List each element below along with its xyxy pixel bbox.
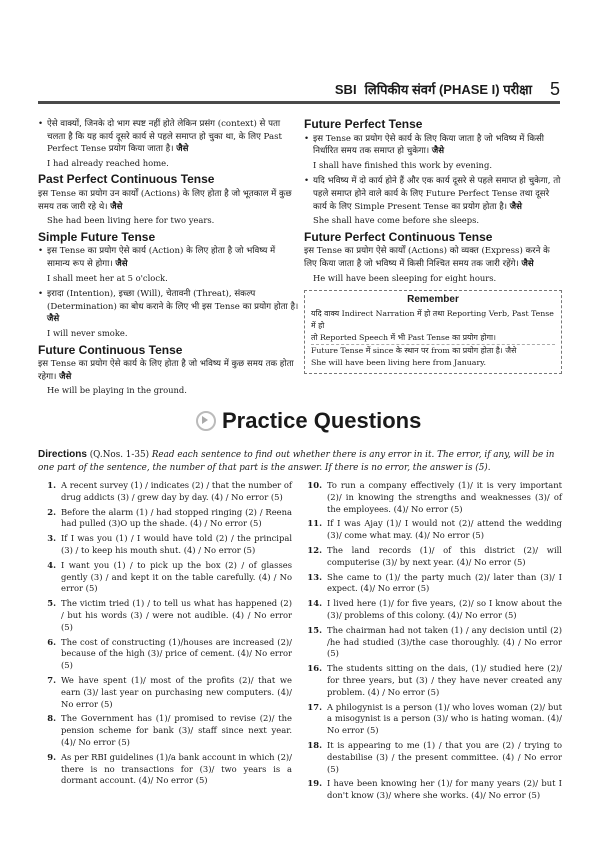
remember-line-1: यदि वाक्य Indirect Narration में हो तथा Reporting Verb, Past Tense में हो (311, 309, 554, 331)
question-number: 17. (307, 701, 322, 712)
header-rule (38, 101, 560, 104)
question-text: If I was Ajay (1)/ I would not (2)/ attend the wedding (3)/ come what may. (4)/ No error (5) (327, 518, 562, 541)
question-text: Before the alarm (1) / had stopped ringing (2) / Reena had pulled (3)O up the shade. (4) / No error (5) (61, 506, 292, 529)
header-series: SBI (334, 81, 357, 97)
question-number: 14. (307, 598, 322, 609)
fpct-text: इस Tense का प्रयोग ऐसे कार्यों (Actions) को व्यक्त (Express) करने के लिए किया जाता है जो भविष्य में किसी निश्चित समय तक जारी रहेंगे। जैसे (304, 246, 550, 269)
remember-line-2: तो Reported Speech में भी Past Tense का प्रयोग होगा। (311, 332, 555, 345)
fpt-example-2: She shall have come before she sleeps. (313, 215, 480, 226)
right-column (304, 118, 562, 374)
question-item (38, 598, 292, 633)
intro-example: I had already reached home. (47, 157, 169, 168)
question-number: 19. (307, 778, 322, 789)
question-item (38, 675, 292, 710)
question-number: 10. (307, 480, 322, 490)
ppct-text: इस Tense का प्रयोग उन कार्यों (Actions) के लिए होता है जो भूतकाल में कुछ समय तक जारी रहे थे। जैसे (38, 188, 292, 212)
question-text: I have been knowing her (1)/ for many years (2)/ but I don't know (3)/ where she works. (4)/ No error (5) (327, 778, 562, 801)
remember-box (304, 290, 562, 374)
question-text: I lived here (1)/ for five years, (2)/ so I know about the (3)/ problems of this colony. (4)/ No error (5) (327, 598, 562, 620)
fct-example: He will be playing in the ground. (47, 385, 187, 396)
directions (38, 448, 560, 475)
fpt-heading: Future Perfect Tense (304, 117, 423, 131)
ppct-heading: Past Perfect Continuous Tense (38, 172, 215, 187)
question-item (304, 545, 562, 569)
question-text: The Government has (1)/ promised to revise (2)/ the pension scheme for bank (3)/ staff since next year. (4)/ No error (5) (61, 713, 292, 747)
fpct-heading: Future Perfect Continuous Tense (304, 229, 493, 244)
fpt-example-1: I shall have finished this work by evening. (313, 159, 492, 170)
question-number: 7. (47, 674, 56, 685)
question-number: 3. (47, 533, 56, 544)
sft-heading: Simple Future Tense (38, 229, 156, 244)
question-text: I want you (1) / to pick up the box (2) / of glasses gently (3) / and kept it on the table carefully. (4) / No error (5) (61, 559, 292, 594)
sft-bullet-1: • इस Tense का प्रयोग ऐसे कार्य (Action) के लिए होता है जो भविष्य में सामान्य रूप से होगा। जैसे (38, 245, 300, 270)
questions-right (304, 480, 562, 805)
question-item (38, 637, 292, 672)
sft-bullet-2: • इरादा (Intention), इच्छा (Will), चेतावनी (Threat), संकल्प (Determination) का बोध कराने के लिए भी इस Tense का प्रयोग होता है। जैसे (38, 288, 300, 326)
question-number: 18. (307, 739, 322, 750)
question-item (304, 572, 562, 596)
question-number: 13. (307, 571, 322, 582)
question-number: 2. (47, 506, 56, 517)
question-item (304, 663, 562, 698)
intro-bullet: • ऐसे वाक्यों, जिनके दो भाग स्पष्ट नहीं होते लेकिन प्रसंग (context) से पता चलता है कि यह कार्य दूसरे कार्य से पहले समाप्त हो चुका था, के लिए Past Perfect Tense प्रयोग किया जाता है। जैसे (38, 118, 300, 156)
question-number: 4. (47, 559, 56, 570)
question-text: The victim tried (1) / to tell us what has happened (2) / but his words (3) / were not audible. (4) / No error (5) (61, 598, 292, 632)
question-item (304, 702, 562, 737)
question-text: The land records (1)/ of this district (2)/ will computerise (3)/ by next year. (4)/ No error (5) (327, 544, 562, 567)
question-text: The students sitting on the dais, (1)/ studied here (2)/ for three years, but (3) / they have never created any problem. (4) / No error (5) (327, 663, 562, 697)
page-number: 5 (549, 78, 560, 99)
fct-text: इस Tense का प्रयोग ऐसे कार्य के लिए होता है जो भविष्य में कुछ समय तक होता रहेगा। जैसे (38, 359, 294, 382)
question-text: The chairman had not taken (1) / any decision until (2) /he had studied (3)/the case thoroughly. (4) / No error (5) (327, 624, 562, 659)
remember-line-4: She will have been living here from January. (311, 358, 487, 368)
question-item (38, 480, 292, 504)
question-item (38, 713, 292, 748)
question-item (304, 480, 562, 515)
arrow-circle-icon (196, 411, 216, 431)
practice-title: Practice Questions (222, 408, 422, 433)
questions-left (38, 480, 292, 790)
directions-text: Read each sentence to find out whether there is any error in it. The error, if any, will be in one part of the sentence, the number of that part is the answer. If there is no error, the answer is (5). (38, 450, 555, 473)
question-text: As per RBI guidelines (1)/a bank account in which (2)/ there is no transactions for (3)/ two years is a dormant account. (4)/ No error (5) (61, 751, 292, 786)
remember-title: Remember (407, 294, 459, 306)
header-title: लिपिकीय संवर्ग (PHASE I) परीक्षा (364, 82, 532, 97)
remember-line-3: Future Tense में since के स्थान पर from का प्रयोग होता है। जैसे (311, 346, 517, 356)
question-number: 9. (47, 751, 56, 762)
question-item (304, 518, 562, 542)
question-text: We have spent (1)/ most of the profits (2)/ that we earn (3)/ last year on purchasing new computers. (4)/ No error (5) (61, 674, 292, 709)
question-number: 1. (47, 480, 56, 490)
ppct-example: She had been living here for two years. (47, 215, 215, 226)
question-text: A recent survey (1) / indicates (2) / that the number of drug addicts (3) / grew day by day. (4) / No error (5) (61, 480, 292, 502)
question-number: 5. (47, 598, 56, 609)
question-item (304, 778, 562, 802)
sft-example-1: I shall meet her at 5 o'clock. (47, 272, 168, 283)
question-number: 12. (307, 544, 322, 555)
practice-heading (196, 408, 421, 434)
question-item (304, 740, 562, 775)
question-number: 6. (47, 636, 56, 647)
fct-heading: Future Continuous Tense (38, 342, 183, 357)
question-text: To run a company effectively (1)/ it is very important (2)/ in knowing the strengths and weaknesses (3)/ of the employees. (4)/ No error (5) (327, 480, 562, 514)
left-column (38, 118, 300, 401)
question-text: A philogynist is a person (1)/ who loves woman (2)/ but a misogynist is a person (3)/ who is hating woman. (4)/ No error (5) (327, 701, 562, 736)
fpt-bullet-1: • इस Tense का प्रयोग ऐसे कार्य के लिए किया जाता है जो भविष्य में किसी निर्धारित समय तक समाप्त हो चुकेगा। जैसे (304, 133, 562, 158)
question-item (304, 598, 562, 622)
question-text: It is appearing to me (1) / that you are (2) / trying to destabilise (3) / the present committee. (4) / No error (5) (327, 739, 562, 774)
question-item (38, 507, 292, 531)
directions-label: Directions (38, 449, 87, 460)
question-text: The cost of constructing (1)/houses are increased (2)/ because of the high (3)/ price of cement. (4)/ No error (5) (61, 636, 292, 671)
question-number: 11. (307, 518, 322, 529)
question-number: 8. (47, 713, 56, 724)
question-text: If I was you (1) / I would have told (2) / the principal (3) / to keep his mouth shut. (4) / No error (5) (61, 533, 292, 555)
sft-example-2: I will never smoke. (47, 327, 128, 338)
fpct-example: He will have been sleeping for eight hours. (313, 272, 497, 283)
question-item (38, 533, 292, 557)
question-item (38, 752, 292, 787)
fpt-bullet-2: • यदि भविष्य में दो कार्य होने हैं और एक कार्य दूसरे से पहले समाप्त हो चुकेगा, तो पहले समाप्त होने वाले कार्य के लिए Future Perfect Tense तथा दूसरे कार्य के लिए Simple Present Tense का प्रयोग होता है। जैसे (304, 175, 562, 213)
question-item (38, 560, 292, 595)
question-text: She came to (1)/ the party much (2)/ later than (3)/ I expect. (4)/ No error (5) (327, 571, 562, 594)
question-number: 15. (307, 624, 322, 635)
question-item (304, 625, 562, 660)
question-number: 16. (307, 663, 322, 674)
directions-range: (Q.Nos. 1-35) (89, 450, 150, 460)
